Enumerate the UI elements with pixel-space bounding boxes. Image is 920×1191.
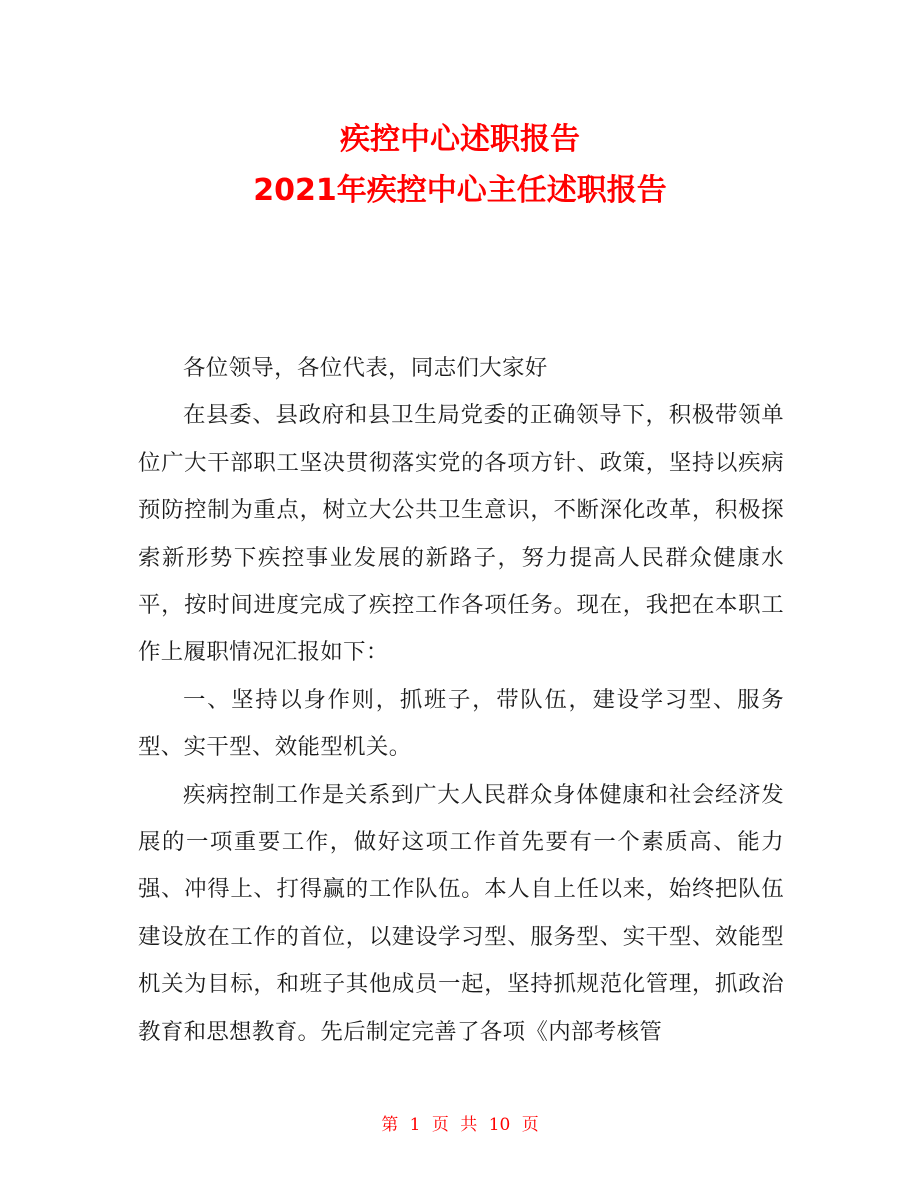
document-title: 疾控中心述职报告 [340,122,580,157]
document-subtitle: 2021年疾控中心主任述职报告 [253,173,667,208]
section-heading: 一、坚持以身作则，抓班子，带队伍，建设学习型、服务型、实干型、效能型机关。 [138,686,784,761]
document-body [138,345,784,1056]
body-paragraph: 疾病控制工作是关系到广大人民群众身体健康和社会经济发展的一项重要工作，做好这项工作首先要有一个素质高、能力强、冲得上、打得赢的工作队伍。本人自上任以来，始终把队伍建设放在工作的首位，以建设学习型、服务型、实干型、效能型机关为目标，和班子其他成员一起，坚持抓规范化管理，抓政治教育和思想教育。先后制定完善了各项《内部考核管 [138,781,784,1045]
page-number-footer: 第 1 页 共 10 页 [381,1115,539,1135]
body-paragraph: 在县委、县政府和县卫生局党委的正确领导下，积极带领单位广大干部职工坚决贯彻落实党的各项方针、政策，坚持以疾病预防控制为重点，树立大公共卫生意识，不断深化改革，积极探索新形势下疾控事业发展的新路子，努力提高人民群众健康水平，按时间进度完成了疾控工作各项任务。现在，我把在本职工作上履职情况汇报如下： [138,402,784,666]
greeting-paragraph: 各位领导，各位代表，同志们大家好 [183,355,548,381]
